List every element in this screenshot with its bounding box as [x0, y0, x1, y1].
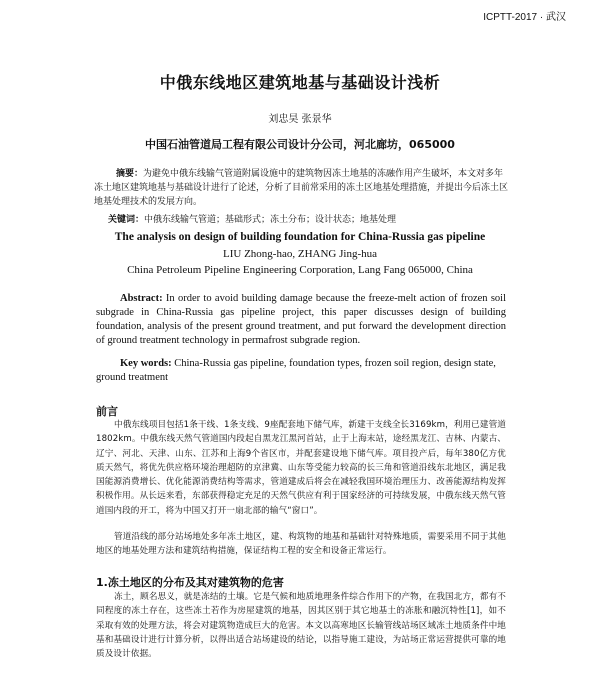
chinese-authors: 刘忠昊 张景华	[268, 114, 332, 125]
chinese-abstract-label: 摘要：	[116, 169, 144, 179]
intro-paragraph-2: 管道沿线的部分站场地处多年冻土地区，建、构筑物的地基和基础针对特殊地质，需要采用不同于其他地区的地基处理方法和建筑结构措施，保证结构工程的安全和设备正常运行。	[96, 532, 506, 557]
intro-paragraph-1: 中俄东线项目包括1条干线、1条支线、9座配套地下储气库，新建干支线全长3169km，利用已建管道1802km。中俄东线天然气管道国内段起自黑龙江黑河首站，止于上海末站，途经黑龙江、吉林、内蒙古、辽宁、河北、天津、山东、江苏和上海9个省区市，并配套建设地下储气库。项目投产后，每年380亿方优质天然气，将优先供应格环境治理超防的京津冀、山东等受能力较高的长三角和管道沿线东北地区，满足我国能源消费增长、优化能源消费结构等需求，管道建成后将会在减轻我国环境治理压力、改善能源结构发挥积极作用。从长远来看，东部获得稳定充足的天然气供应有利于国家经济的可持续发展，中俄东线天然气管道国内段的开工，将为中国又打开一扇北部的输气“窗口”。	[96, 420, 506, 516]
chinese-keywords-label: 关键词：	[108, 215, 145, 225]
section1-heading: 1.冻土地区的分布及其对建筑物的危害	[96, 576, 284, 589]
chinese-abstract	[94, 167, 508, 209]
english-abstract-text: In order to avoid building damage because the freeze-melt action of frozen soil subgrade in China-Russia gas pipeline project, this paper discusses design of building foundation, analysis of the present ground treatment, and put forward the development direction of ground treatment technology in permafrost subgrade region.	[96, 293, 506, 346]
chinese-keywords	[108, 212, 508, 225]
chinese-title: 中俄东线地区建筑地基与基础设计浅析	[159, 73, 441, 92]
english-abstract	[96, 292, 506, 348]
chinese-abstract-text: 为避免中俄东线输气管道附属设施中的建筑物因冻土地基的冻融作用产生破坏，本文对多年冻土地区建筑地基与基础设计进行了论述，分析了目前常采用的冻土区地基处理措施，并提出今后冻土区地基处理技术的发展方向。	[94, 169, 509, 207]
conference-header: ICPTT-2017 · 武汉	[483, 12, 566, 23]
english-keywords-text: China-Russia gas pipeline, foundation types, frozen soil region, design state, ground treatment	[96, 358, 496, 383]
english-keywords-label: Key words:	[120, 358, 172, 369]
english-keywords	[96, 357, 506, 385]
english-title: The analysis on design of building foundation for China-Russia gas pipeline	[114, 231, 486, 243]
intro-heading: 前言	[96, 405, 118, 418]
section1-paragraph-1: 冻土，顾名思义，就是冻结的土壤。它是气候和地质地理条件综合作用下的产物，在我国北方，都有不同程度的冻土存在，这些冻土若作为房屋建筑的地基，因其区别于其它地基土的冻胀和融沉特性[1]，如不采取有效的处理方法，将会对建筑物造成巨大的危害。本文以高寒地区长输管线站场区域冻土地质条件中地基和基础设计进行计算分析，以得出适合站场建设的结论，以指导施工建设，为站场正常运营提供可靠的地质及设计依据。	[96, 592, 506, 660]
english-affiliation: China Petroleum Pipeline Engineering Corporation, Lang Fang 065000, China	[127, 264, 473, 276]
english-abstract-label: Abstract:	[120, 293, 163, 304]
chinese-keywords-text: 中俄东线输气管道；基础形式；冻土分布；设计状态；地基处理	[144, 215, 397, 225]
english-authors: LIU Zhong-hao, ZHANG Jing-hua	[223, 248, 377, 260]
chinese-affiliation: 中国石油管道局工程有限公司设计分公司，河北廊坊，065000	[145, 138, 455, 151]
